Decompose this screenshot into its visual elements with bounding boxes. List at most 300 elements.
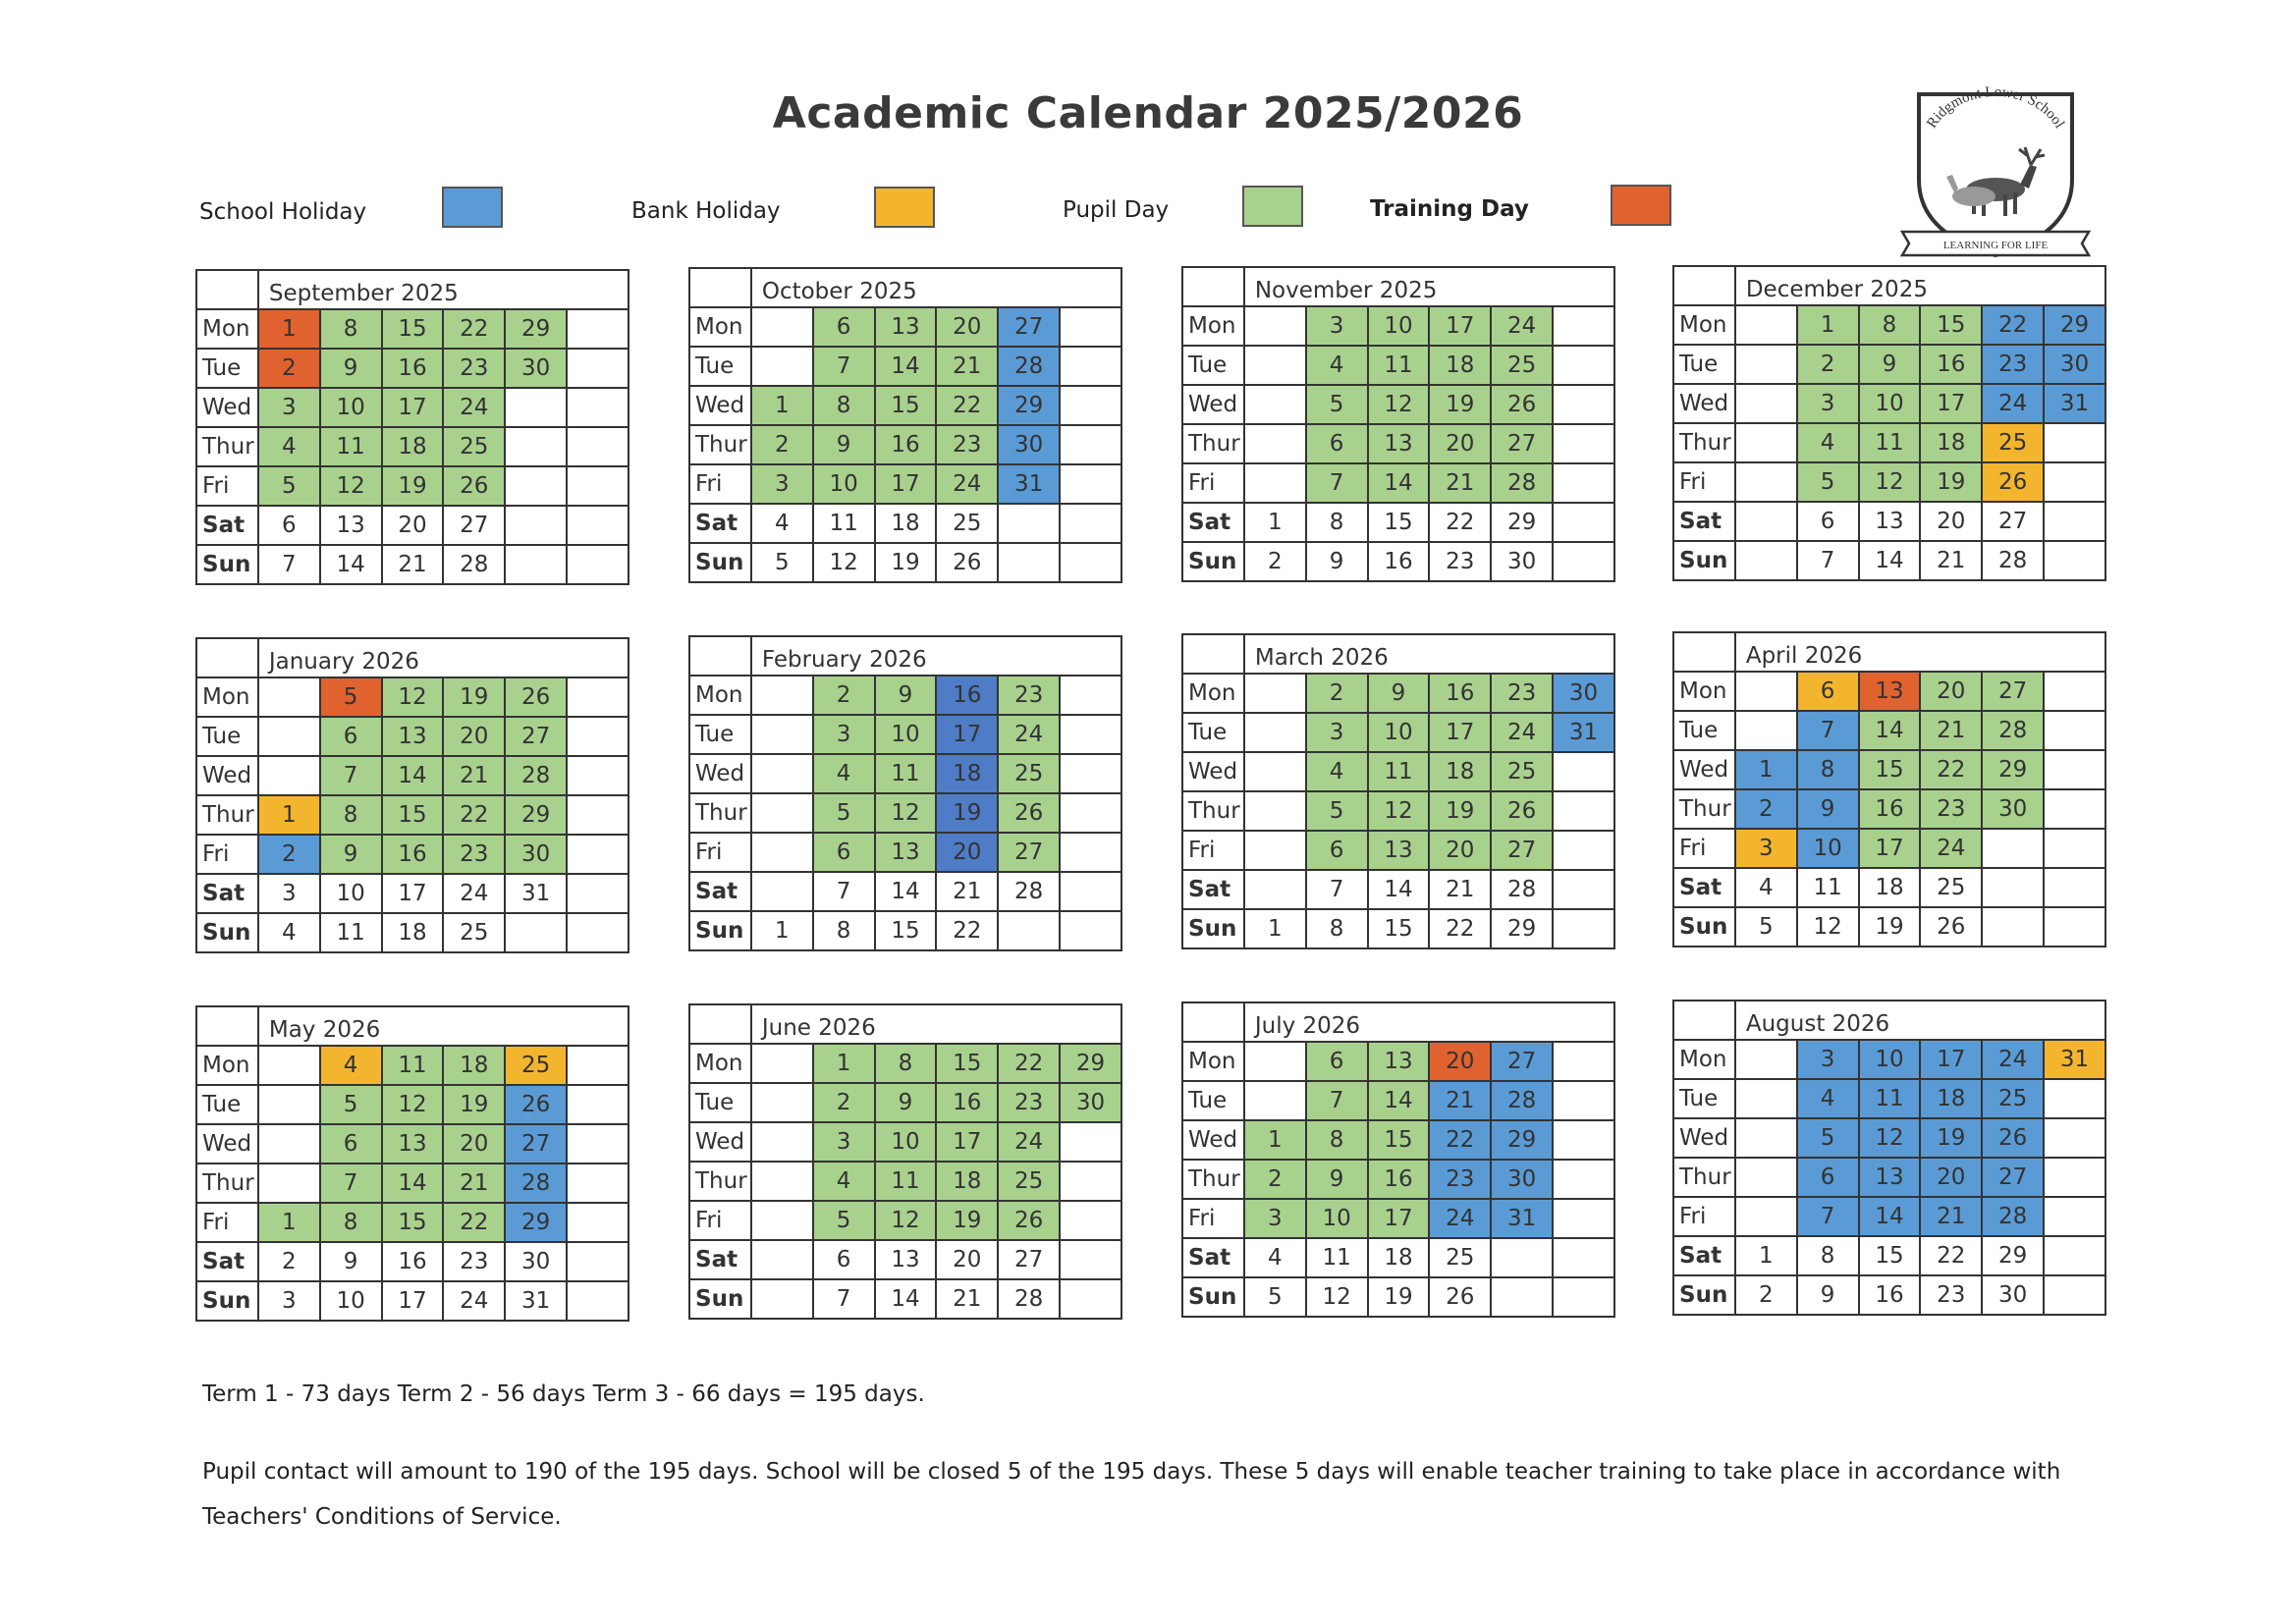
- date-cell: [1060, 386, 1121, 425]
- date-cell: [567, 1281, 629, 1321]
- week-day-row: [1182, 503, 1614, 542]
- date-cell: 29: [1491, 909, 1553, 948]
- day-label: Wed: [1182, 385, 1244, 424]
- date-cell: 6: [1797, 1158, 1859, 1197]
- date-cell: 6: [813, 1240, 875, 1279]
- date-cell: 22: [1920, 750, 1982, 789]
- date-cell: [1060, 676, 1121, 715]
- date-cell: 22: [1429, 1120, 1491, 1160]
- date-cell: [2044, 502, 2105, 541]
- date-cell: 20: [936, 833, 998, 872]
- date-cell: 17: [875, 464, 937, 504]
- date-cell: 5: [1797, 462, 1859, 502]
- date-cell: [1060, 425, 1121, 464]
- month-name: March 2026: [1244, 634, 1614, 674]
- date-cell: 12: [1859, 1118, 1921, 1158]
- date-cell: [1060, 307, 1121, 347]
- date-cell: [751, 1201, 813, 1240]
- day-label: Sat: [1182, 1238, 1244, 1277]
- date-cell: 19: [936, 793, 998, 833]
- date-cell: 16: [382, 835, 444, 874]
- date-cell: [1244, 1081, 1306, 1120]
- date-cell: 19: [1429, 791, 1491, 831]
- date-cell: 17: [1920, 384, 1982, 423]
- week-day-row: [1673, 1236, 2105, 1275]
- date-cell: 21: [1920, 541, 1982, 580]
- date-cell: [1060, 1122, 1121, 1162]
- day-label: Thur: [196, 427, 258, 466]
- date-cell: [1244, 674, 1306, 713]
- date-cell: [1060, 504, 1121, 543]
- date-cell: 14: [1368, 1081, 1430, 1120]
- month-calendar: [195, 637, 629, 953]
- month-name: February 2026: [751, 636, 1121, 676]
- date-cell: 25: [443, 913, 505, 952]
- date-cell: 22: [443, 795, 505, 835]
- week-day-row: [196, 1281, 629, 1321]
- date-cell: 12: [1368, 791, 1430, 831]
- date-cell: 7: [258, 545, 320, 584]
- week-day-row: [689, 715, 1121, 754]
- date-cell: [1553, 1120, 1614, 1160]
- week-day-row: [689, 676, 1121, 715]
- date-cell: 26: [505, 1085, 567, 1124]
- date-cell: 6: [813, 833, 875, 872]
- date-cell: 3: [1306, 713, 1368, 752]
- week-day-row: [196, 427, 629, 466]
- date-cell: 23: [998, 1083, 1060, 1122]
- date-cell: 6: [258, 506, 320, 545]
- day-label: Wed: [689, 386, 751, 425]
- date-cell: 15: [382, 1203, 444, 1242]
- date-cell: 14: [875, 1279, 937, 1319]
- week-day-row: [689, 307, 1121, 347]
- date-cell: 16: [1368, 542, 1430, 581]
- day-label: Tue: [1182, 713, 1244, 752]
- date-cell: 29: [998, 386, 1060, 425]
- date-cell: 21: [1429, 1081, 1491, 1120]
- date-cell: 28: [998, 347, 1060, 386]
- date-cell: 9: [813, 425, 875, 464]
- date-cell: [751, 1240, 813, 1279]
- date-cell: 10: [1368, 713, 1430, 752]
- date-cell: [567, 717, 629, 756]
- week-day-row: [1182, 463, 1614, 503]
- date-cell: [1553, 1277, 1614, 1317]
- date-cell: 20: [1920, 502, 1982, 541]
- date-cell: 11: [1368, 752, 1430, 791]
- week-day-row: [1673, 384, 2105, 423]
- date-cell: 27: [443, 506, 505, 545]
- date-cell: [1060, 1162, 1121, 1201]
- date-cell: 9: [1306, 1160, 1368, 1199]
- date-cell: 21: [443, 1164, 505, 1203]
- date-cell: 24: [443, 388, 505, 427]
- date-cell: 16: [1859, 1275, 1921, 1315]
- date-cell: [751, 307, 813, 347]
- date-cell: 9: [875, 676, 937, 715]
- date-cell: 27: [998, 1240, 1060, 1279]
- date-cell: [567, 309, 629, 349]
- date-cell: 24: [1429, 1199, 1491, 1238]
- month-name: May 2026: [258, 1006, 629, 1046]
- date-cell: 14: [382, 756, 444, 795]
- day-label: Wed: [689, 754, 751, 793]
- date-cell: 31: [505, 874, 567, 913]
- date-cell: [1060, 464, 1121, 504]
- date-cell: 28: [1491, 463, 1553, 503]
- date-cell: 7: [813, 1279, 875, 1319]
- day-label: Sun: [196, 1281, 258, 1321]
- week-day-row: [196, 1203, 629, 1242]
- date-cell: [1553, 831, 1614, 870]
- day-label: Sat: [689, 872, 751, 911]
- date-cell: 22: [998, 1044, 1060, 1083]
- date-cell: 18: [382, 427, 444, 466]
- date-cell: [258, 756, 320, 795]
- date-cell: 5: [1797, 1118, 1859, 1158]
- week-day-row: [689, 425, 1121, 464]
- date-cell: 17: [1859, 829, 1921, 868]
- date-cell: [1735, 462, 1797, 502]
- week-day-row: [196, 677, 629, 717]
- date-cell: 1: [1244, 1120, 1306, 1160]
- date-cell: 11: [1368, 346, 1430, 385]
- date-cell: [1735, 1079, 1797, 1118]
- month-header-corner: [1673, 1001, 1735, 1040]
- date-cell: 28: [1982, 1197, 2044, 1236]
- date-cell: 1: [1244, 503, 1306, 542]
- date-cell: [2044, 1236, 2105, 1275]
- day-label: Thur: [1673, 423, 1735, 462]
- date-cell: 29: [2044, 305, 2105, 345]
- day-label: Thur: [1182, 1160, 1244, 1199]
- date-cell: 13: [875, 307, 937, 347]
- date-cell: 18: [382, 913, 444, 952]
- date-cell: [2044, 750, 2105, 789]
- day-label: Mon: [689, 676, 751, 715]
- day-label: Sun: [1182, 542, 1244, 581]
- date-cell: 2: [258, 1242, 320, 1281]
- school-crest-logo: [1897, 86, 2094, 263]
- date-cell: 4: [1797, 1079, 1859, 1118]
- date-cell: 15: [875, 386, 937, 425]
- week-day-row: [1673, 1118, 2105, 1158]
- date-cell: 10: [320, 1281, 382, 1321]
- day-label: Fri: [1182, 831, 1244, 870]
- page-title: Academic Calendar 2025/2026: [772, 88, 1524, 138]
- date-cell: 9: [1797, 789, 1859, 829]
- week-day-row: [1182, 385, 1614, 424]
- date-cell: [567, 466, 629, 506]
- day-label: Tue: [1673, 345, 1735, 384]
- day-label: Mon: [196, 677, 258, 717]
- week-day-row: [689, 1044, 1121, 1083]
- date-cell: [1553, 306, 1614, 346]
- date-cell: 14: [1368, 463, 1430, 503]
- date-cell: [1553, 1160, 1614, 1199]
- date-cell: 11: [320, 913, 382, 952]
- day-label: Tue: [196, 1085, 258, 1124]
- date-cell: 23: [998, 676, 1060, 715]
- date-cell: [1060, 1201, 1121, 1240]
- date-cell: [1735, 711, 1797, 750]
- date-cell: 22: [936, 386, 998, 425]
- month-calendar: [1181, 633, 1615, 949]
- legend-swatch-pupil-day: [1242, 186, 1303, 227]
- date-cell: 4: [1306, 346, 1368, 385]
- date-cell: 23: [1920, 789, 1982, 829]
- date-cell: 25: [505, 1046, 567, 1085]
- date-cell: 29: [1982, 1236, 2044, 1275]
- date-cell: [1060, 793, 1121, 833]
- date-cell: [505, 388, 567, 427]
- day-label: Mon: [689, 307, 751, 347]
- date-cell: [1060, 1240, 1121, 1279]
- date-cell: 23: [1429, 542, 1491, 581]
- day-label: Fri: [196, 466, 258, 506]
- date-cell: 28: [505, 756, 567, 795]
- date-cell: 31: [1491, 1199, 1553, 1238]
- month-header-corner: [1182, 634, 1244, 674]
- day-label: Tue: [689, 1083, 751, 1122]
- week-day-row: [1182, 870, 1614, 909]
- date-cell: [751, 347, 813, 386]
- date-cell: 8: [813, 911, 875, 950]
- date-cell: 30: [2044, 345, 2105, 384]
- date-cell: 4: [1735, 868, 1797, 907]
- date-cell: 5: [1306, 385, 1368, 424]
- date-cell: [567, 835, 629, 874]
- week-day-row: [689, 504, 1121, 543]
- date-cell: [567, 677, 629, 717]
- date-cell: 11: [1859, 1079, 1921, 1118]
- date-cell: 14: [320, 545, 382, 584]
- date-cell: [1244, 791, 1306, 831]
- date-cell: 11: [382, 1046, 444, 1085]
- day-label: Mon: [1182, 306, 1244, 346]
- date-cell: 16: [936, 676, 998, 715]
- date-cell: 26: [1920, 907, 1982, 947]
- date-cell: [1491, 1277, 1553, 1317]
- date-cell: [1060, 715, 1121, 754]
- date-cell: [1244, 1042, 1306, 1081]
- date-cell: 30: [1553, 674, 1614, 713]
- week-day-row: [1182, 1199, 1614, 1238]
- date-cell: [1553, 1081, 1614, 1120]
- day-label: Wed: [1182, 752, 1244, 791]
- date-cell: 28: [998, 872, 1060, 911]
- day-label: Thur: [1673, 789, 1735, 829]
- month-name: November 2025: [1244, 267, 1614, 306]
- date-cell: 13: [1368, 831, 1430, 870]
- date-cell: 31: [505, 1281, 567, 1321]
- date-cell: [751, 1162, 813, 1201]
- date-cell: 19: [1429, 385, 1491, 424]
- day-label: Wed: [1673, 1118, 1735, 1158]
- date-cell: 30: [1491, 542, 1553, 581]
- month-header-corner: [1673, 266, 1735, 305]
- date-cell: 24: [1982, 1040, 2044, 1079]
- date-cell: 29: [1491, 503, 1553, 542]
- date-cell: 29: [505, 309, 567, 349]
- date-cell: 20: [936, 307, 998, 347]
- date-cell: 15: [1368, 1120, 1430, 1160]
- date-cell: 27: [998, 833, 1060, 872]
- day-label: Fri: [689, 464, 751, 504]
- week-day-row: [196, 1164, 629, 1203]
- date-cell: 29: [505, 795, 567, 835]
- date-cell: [1553, 1238, 1614, 1277]
- date-cell: 1: [1244, 909, 1306, 948]
- date-cell: 14: [1368, 870, 1430, 909]
- date-cell: 10: [875, 715, 937, 754]
- day-label: Fri: [1673, 1197, 1735, 1236]
- date-cell: 24: [998, 1122, 1060, 1162]
- date-cell: 31: [1553, 713, 1614, 752]
- date-cell: 16: [1920, 345, 1982, 384]
- week-day-row: [689, 911, 1121, 950]
- date-cell: 21: [1429, 870, 1491, 909]
- term-days-summary: Term 1 - 73 days Term 2 - 56 days Term 3 - 66 days = 195 days.: [202, 1381, 925, 1407]
- week-day-row: [689, 1122, 1121, 1162]
- date-cell: 20: [443, 717, 505, 756]
- date-cell: 30: [505, 349, 567, 388]
- date-cell: 20: [1429, 1042, 1491, 1081]
- date-cell: 24: [1982, 384, 2044, 423]
- date-cell: 26: [998, 793, 1060, 833]
- date-cell: [1244, 306, 1306, 346]
- date-cell: 11: [875, 754, 937, 793]
- week-day-row: [1673, 1275, 2105, 1315]
- legend-label-bank-holiday: Bank Holiday: [631, 198, 781, 224]
- date-cell: 20: [443, 1124, 505, 1164]
- date-cell: [2044, 711, 2105, 750]
- day-label: Tue: [1673, 1079, 1735, 1118]
- date-cell: 30: [1060, 1083, 1121, 1122]
- date-cell: 13: [1859, 1158, 1921, 1197]
- date-cell: 29: [505, 1203, 567, 1242]
- date-cell: 20: [1429, 424, 1491, 463]
- date-cell: 4: [1244, 1238, 1306, 1277]
- month-name: October 2025: [751, 268, 1121, 307]
- date-cell: [1244, 752, 1306, 791]
- week-day-row: [196, 1046, 629, 1085]
- date-cell: [567, 1085, 629, 1124]
- date-cell: 11: [1859, 423, 1921, 462]
- date-cell: 29: [1060, 1044, 1121, 1083]
- date-cell: 2: [1797, 345, 1859, 384]
- date-cell: 23: [1429, 1160, 1491, 1199]
- month-calendar: [1672, 265, 2106, 581]
- date-cell: [751, 793, 813, 833]
- week-day-row: [689, 833, 1121, 872]
- date-cell: 13: [320, 506, 382, 545]
- date-cell: [1735, 1040, 1797, 1079]
- date-cell: [1982, 868, 2044, 907]
- week-day-row: [1182, 909, 1614, 948]
- date-cell: 18: [1920, 1079, 1982, 1118]
- date-cell: 13: [382, 717, 444, 756]
- date-cell: [258, 717, 320, 756]
- date-cell: [258, 1085, 320, 1124]
- legend-label-pupil-day: Pupil Day: [1063, 197, 1170, 223]
- date-cell: 28: [998, 1279, 1060, 1319]
- date-cell: 27: [1982, 672, 2044, 711]
- date-cell: 12: [813, 543, 875, 582]
- date-cell: [1244, 870, 1306, 909]
- date-cell: 9: [320, 835, 382, 874]
- date-cell: 5: [813, 793, 875, 833]
- date-cell: 27: [505, 717, 567, 756]
- day-label: Sun: [1182, 1277, 1244, 1317]
- date-cell: 7: [1797, 711, 1859, 750]
- day-label: Wed: [689, 1122, 751, 1162]
- date-cell: 10: [1859, 384, 1921, 423]
- date-cell: 19: [443, 1085, 505, 1124]
- date-cell: 2: [1244, 542, 1306, 581]
- date-cell: 10: [875, 1122, 937, 1162]
- date-cell: 16: [382, 1242, 444, 1281]
- week-day-row: [1673, 541, 2105, 580]
- week-day-row: [1182, 791, 1614, 831]
- day-label: Wed: [1673, 384, 1735, 423]
- date-cell: [1060, 1279, 1121, 1319]
- date-cell: 31: [998, 464, 1060, 504]
- date-cell: 5: [320, 677, 382, 717]
- date-cell: [1735, 1197, 1797, 1236]
- date-cell: [2044, 423, 2105, 462]
- week-day-row: [1673, 829, 2105, 868]
- date-cell: [1553, 346, 1614, 385]
- date-cell: 9: [320, 1242, 382, 1281]
- date-cell: [1553, 424, 1614, 463]
- date-cell: [2044, 541, 2105, 580]
- date-cell: 28: [1491, 1081, 1553, 1120]
- date-cell: 18: [443, 1046, 505, 1085]
- date-cell: [1553, 1042, 1614, 1081]
- date-cell: 15: [1368, 909, 1430, 948]
- date-cell: 24: [1920, 829, 1982, 868]
- date-cell: [751, 1122, 813, 1162]
- week-day-row: [1182, 1160, 1614, 1199]
- date-cell: 8: [1306, 909, 1368, 948]
- date-cell: [505, 427, 567, 466]
- day-label: Sun: [1182, 909, 1244, 948]
- date-cell: [505, 506, 567, 545]
- date-cell: 13: [1859, 672, 1921, 711]
- date-cell: 24: [998, 715, 1060, 754]
- date-cell: 26: [1982, 462, 2044, 502]
- date-cell: [258, 677, 320, 717]
- date-cell: 24: [1491, 713, 1553, 752]
- date-cell: [1735, 305, 1797, 345]
- date-cell: 12: [382, 1085, 444, 1124]
- date-cell: 15: [875, 911, 937, 950]
- date-cell: 2: [1735, 789, 1797, 829]
- week-day-row: [196, 795, 629, 835]
- date-cell: [751, 833, 813, 872]
- day-label: Fri: [689, 833, 751, 872]
- date-cell: [1735, 423, 1797, 462]
- week-day-row: [196, 466, 629, 506]
- day-label: Tue: [1182, 346, 1244, 385]
- date-cell: [2044, 868, 2105, 907]
- date-cell: 8: [1306, 503, 1368, 542]
- date-cell: [567, 1124, 629, 1164]
- week-day-row: [689, 1240, 1121, 1279]
- date-cell: 9: [875, 1083, 937, 1122]
